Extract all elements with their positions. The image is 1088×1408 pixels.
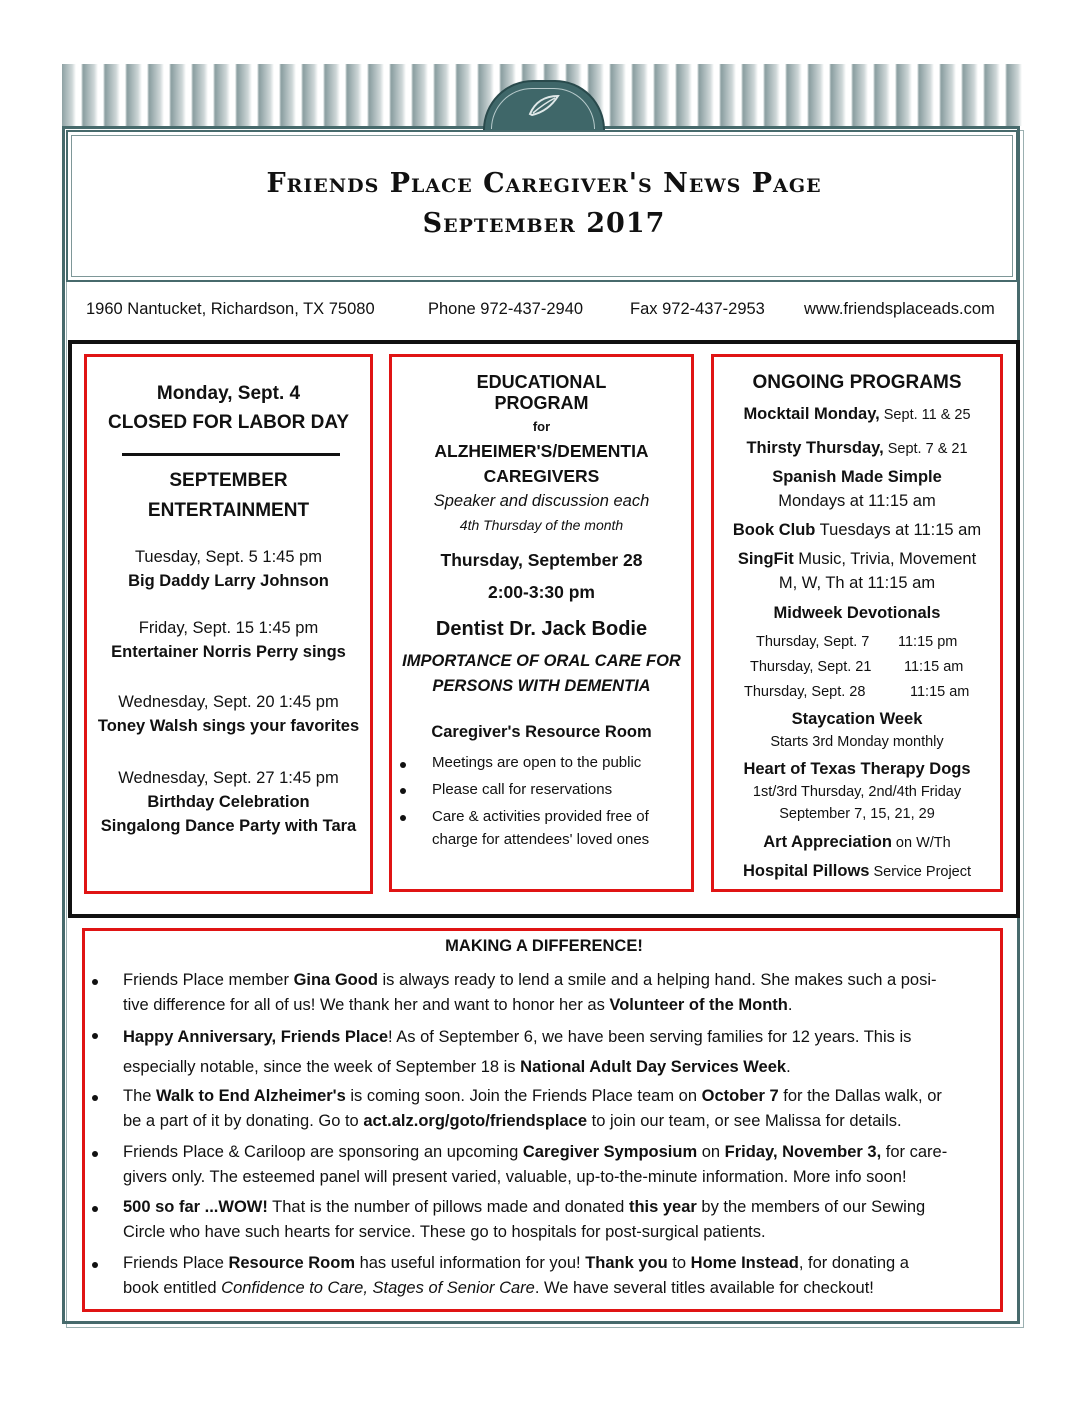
event-time: Friday, Sept. 15 1:45 pm	[138, 619, 319, 637]
bullet	[400, 815, 406, 821]
event-title: Birthday Celebration	[147, 793, 310, 811]
program-time: M, W, Th at 11:15 am	[778, 574, 936, 592]
section-title-2: ENTERTAINMENT	[147, 500, 310, 521]
program-desc: Starts 3rd Monday monthly	[770, 734, 944, 750]
event-time: Tuesday, Sept. 5 1:45 pm	[134, 548, 323, 566]
news-item: Friends Place & Cariloop are sponsoring an upcoming Caregiver Symposium on Friday, November 3, for care- givers only. The esteemed panel will present varied, valuable, up-to-the-minute information. More info soon!	[123, 1143, 948, 1186]
program-item: Heart of Texas Therapy Dogs	[743, 760, 971, 778]
bullet	[92, 1095, 98, 1101]
news-item: The Walk to End Alzheimer's is coming soon. Join the Friends Place team on October 7 for the Dallas walk, or be a part of it by donating. Go to act.alz.org/goto/friendsplace to join our team, or see Malissa for details.	[123, 1087, 942, 1130]
devotional-time: 11:15 am	[910, 684, 970, 700]
program-time: Mondays at 11:15 am	[778, 492, 936, 510]
event-title: Entertainer Norris Perry sings	[111, 643, 346, 661]
program-item: Spanish Made Simple	[772, 468, 942, 486]
news-item: 500 so far ...WOW! That is the number of pillows made and donated this year by the members of our Sewing Circle who have such hearts for service. These go to hospitals for post-surgical patients.	[123, 1198, 926, 1241]
website-link[interactable]: www.friendsplaceads.com	[804, 300, 995, 318]
event-title: Singalong Dance Party with Tara	[100, 817, 357, 835]
devotional-day: Thursday, Sept. 28	[744, 684, 866, 700]
ongoing-title: ONGOING PROGRAMS	[752, 372, 962, 393]
program-item: SingFit Music, Trivia, Movement	[737, 550, 977, 568]
program-item: Hospital Pillows Service Project	[742, 862, 972, 880]
audience-2: CAREGIVERS	[483, 466, 600, 486]
program-heading: EDUCATIONAL	[476, 372, 607, 392]
event-time: Wednesday, Sept. 27 1:45 pm	[118, 769, 339, 787]
program-desc: 1st/3rd Thursday, 2nd/4th Friday	[752, 784, 962, 800]
bullet	[400, 762, 406, 768]
bullet	[92, 1151, 98, 1157]
speaker-name: Dentist Dr. Jack Bodie	[435, 618, 648, 640]
section-title: SEPTEMBER	[169, 470, 288, 491]
list-item: charge for attendees' loved ones	[432, 831, 650, 848]
program-item: Thirsty Thursday, Sept. 7 & 21	[746, 439, 968, 457]
for-label: for	[532, 419, 551, 434]
closed-date: Monday, Sept. 4	[156, 383, 301, 404]
news-item: Happy Anniversary, Friends Place! As of September 6, we have been serving families for 12 years. This is especially notable, since the week of September 18 is National Adult Day Services Week.	[123, 1028, 912, 1076]
ongoing-programs-box	[711, 354, 1003, 892]
news-item: Friends Place member Gina Good is always ready to lend a smile and a helping hand. She makes such a posi- tive difference for all of us! We thank her and want to honor her as Volunteer of the Month.	[123, 971, 937, 1014]
entertainment-box	[84, 354, 373, 894]
program-item: Mocktail Monday, Sept. 11 & 25	[743, 405, 971, 423]
donation-link[interactable]: act.alz.org/goto/friendsplace	[363, 1112, 588, 1130]
list-item: Please call for reservations	[432, 781, 613, 798]
program-heading-2: PROGRAM	[494, 393, 589, 413]
program-item: Book Club Tuesdays at 11:15 am	[732, 521, 982, 539]
making-difference-title: MAKING A DIFFERENCE!	[445, 937, 643, 955]
bullet	[92, 979, 98, 985]
bullet	[92, 1033, 98, 1039]
closed-notice: CLOSED FOR LABOR DAY	[107, 412, 350, 433]
title-box	[66, 130, 1018, 282]
program-date: Thursday, September 28	[440, 550, 643, 570]
program-item: Art Appreciation on W/Th	[763, 833, 951, 851]
list-item: Care & activities provided free of	[432, 808, 649, 825]
educational-program-box	[389, 354, 694, 892]
phone: Phone 972-437-2940	[428, 300, 584, 318]
devotional-day: Thursday, Sept. 7	[756, 634, 870, 650]
address: 1960 Nantucket, Richardson, TX 75080	[86, 300, 375, 318]
program-item: Staycation Week	[791, 710, 923, 728]
event-title: Toney Walsh sings your favorites	[97, 717, 360, 735]
page-subtitle: September 2017	[422, 208, 666, 239]
page-title: Friends Place Caregiver's News Page	[266, 168, 822, 199]
event-time: Wednesday, Sept. 20 1:45 pm	[118, 693, 339, 711]
program-description: Speaker and discussion each	[433, 492, 650, 510]
program-desc: September 7, 15, 21, 29	[779, 806, 935, 822]
devotional-day: Thursday, Sept. 21	[750, 659, 872, 675]
program-topic-2: PERSONS WITH DEMENTIA	[432, 677, 651, 695]
bullet	[400, 788, 406, 794]
list-item: Meetings are open to the public	[432, 754, 642, 771]
audience: ALZHEIMER'S/DEMENTIA	[434, 441, 649, 461]
program-schedule: 4th Thursday of the month	[459, 517, 624, 533]
devotional-time: 11:15 pm	[898, 634, 958, 650]
devotional-title: Midweek Devotionals	[773, 604, 941, 622]
program-time: 2:00-3:30 pm	[488, 582, 595, 602]
resource-room-title: Caregiver's Resource Room	[431, 723, 652, 741]
fax: Fax 972-437-2953	[630, 300, 765, 318]
devotional-time: 11:15 am	[904, 659, 964, 675]
event-title: Big Daddy Larry Johnson	[128, 572, 329, 590]
bullet	[92, 1206, 98, 1212]
leaf-icon	[527, 92, 561, 118]
news-item: Friends Place Resource Room has useful information for you! Thank you to Home Instead, for donating a book entitled Confidence to Care, Stages of Senior Care. We have several titles available for checkout!	[123, 1254, 909, 1297]
divider	[122, 453, 340, 456]
program-topic: IMPORTANCE OF ORAL CARE FOR	[402, 652, 681, 670]
bullet	[92, 1262, 98, 1268]
